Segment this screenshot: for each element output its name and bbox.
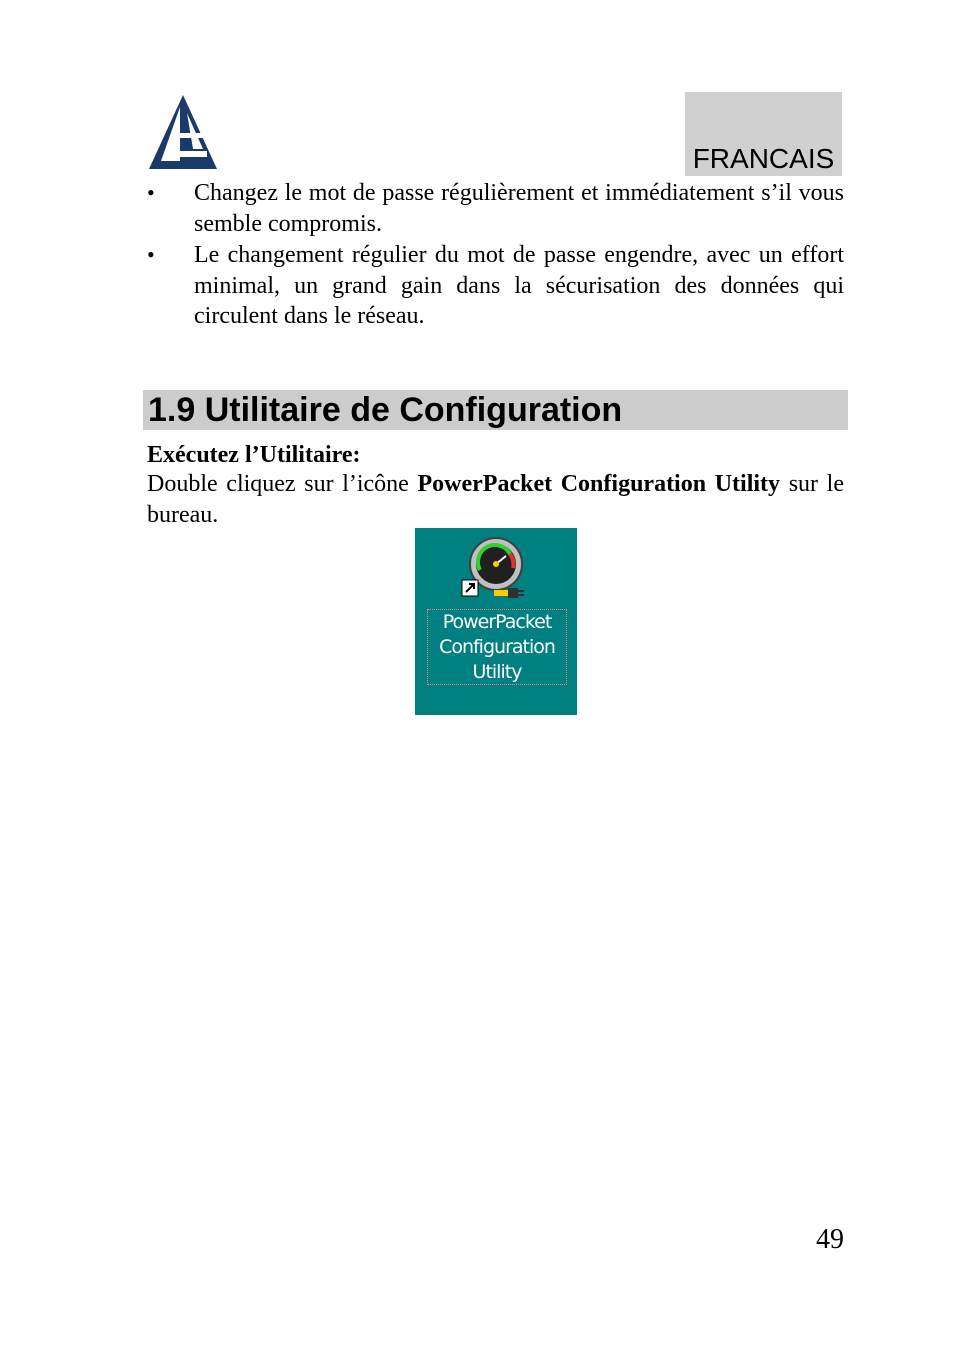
section-heading-bar	[143, 390, 848, 430]
bullet-marker: •	[147, 180, 155, 205]
paragraph-end: sur le bureau.	[147, 471, 844, 528]
caption-line: PowerPacket	[442, 611, 552, 633]
bullet-text: Le changement régulier du mot de passe engendre, avec un effort minimal, un grand gain dans la sécurisation des données qui circulent dans le réseau.	[194, 242, 844, 329]
page-number: 49	[816, 1224, 844, 1255]
atlantis-logo	[147, 93, 219, 171]
language-label: FRANCAIS	[692, 143, 835, 174]
bullet-text: Changez le mot de passe régulièrement et immédiatement s’il vous semble compromis.	[194, 180, 844, 237]
utility-name: PowerPacket Configuration Utility	[417, 471, 781, 497]
section-title: 1.9 Utilitaire de Configuration	[148, 391, 623, 429]
instruction-paragraph	[147, 469, 844, 530]
powerpacket-gauge-icon[interactable]	[460, 536, 528, 600]
subheading: Exécutez l’Utilitaire:	[147, 442, 361, 468]
paragraph-start: Double cliquez sur l’icône	[147, 471, 418, 497]
bullet-marker: •	[147, 242, 155, 267]
bullet-list	[147, 178, 844, 333]
caption-line: Configuration	[439, 636, 555, 658]
desktop-icon-screenshot	[415, 528, 577, 715]
list-item	[147, 240, 844, 332]
icon-caption[interactable]	[427, 609, 567, 685]
caption-line: Utility	[472, 661, 522, 683]
language-tab	[685, 92, 842, 176]
list-item	[147, 178, 844, 239]
